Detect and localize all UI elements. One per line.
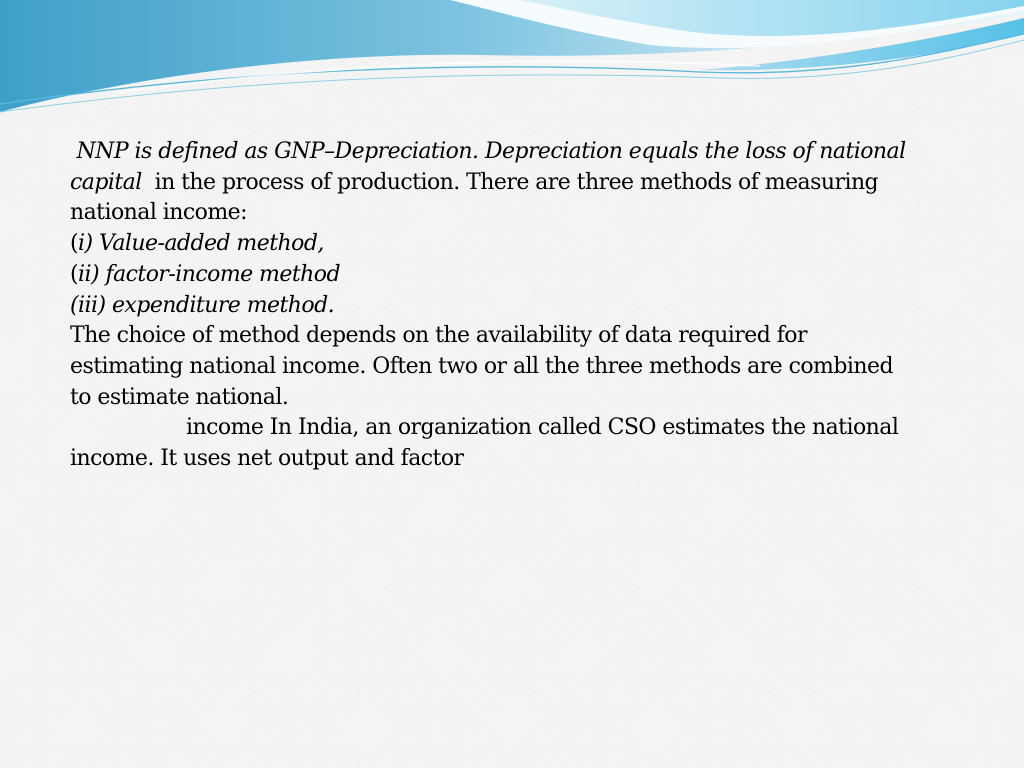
definition-line-2 <box>70 168 950 199</box>
header-wave-decoration <box>0 0 1024 125</box>
definition-line-1 <box>70 137 950 168</box>
definition-line-3: national income: <box>70 200 247 226</box>
choice-line: The choice of method depends on the availability of data required for <box>70 323 807 349</box>
choice-line: estimating national income. Often two or all the three methods are combined <box>70 353 893 379</box>
method-item: (ii) factor-income method <box>70 261 340 287</box>
india-line: income. It uses net output and factor <box>70 446 464 472</box>
method-item: (iii) expenditure method. <box>70 292 335 318</box>
india-line: income In India, an organization called CSO estimates the national <box>186 415 899 441</box>
definition-continuation: in the process of production. There are three methods of measuring <box>154 169 879 195</box>
definition-italic: NNP is defined as GNP–Depreciation. Depreciation equals the loss of national <box>76 139 906 164</box>
method-item: (i) Value-added method, <box>70 231 324 257</box>
slide-body-text <box>70 137 950 475</box>
choice-line: to estimate national. <box>70 384 289 410</box>
capital-term: capital <box>70 169 142 195</box>
